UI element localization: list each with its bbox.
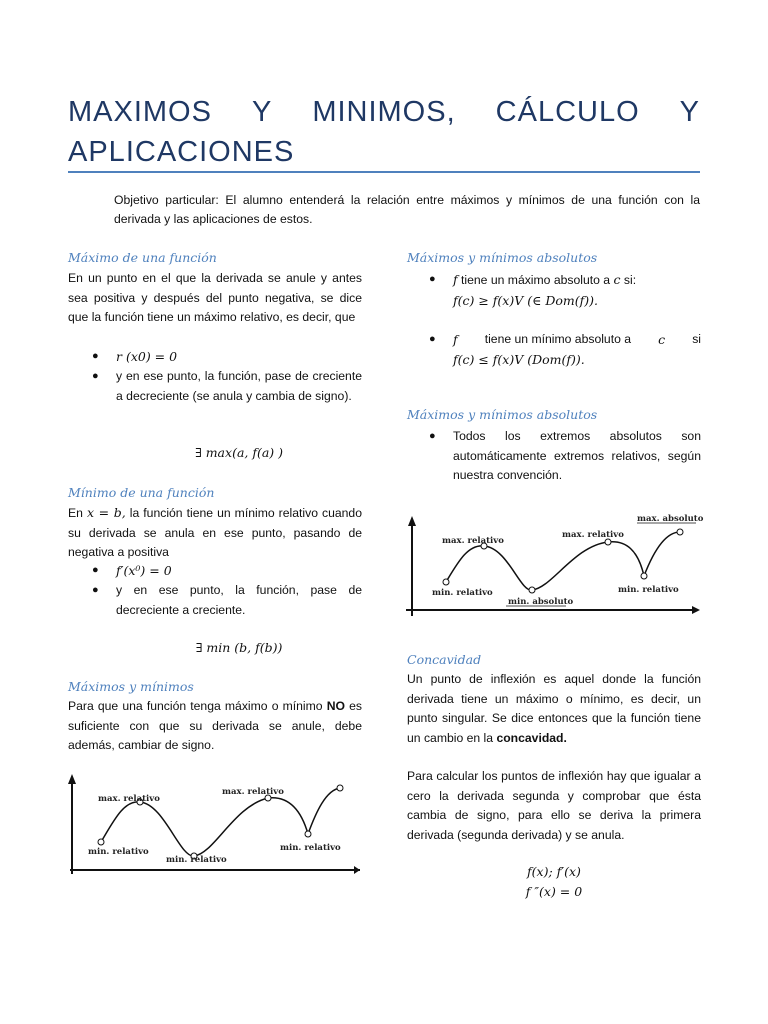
abs-bullet-1-c: c — [613, 272, 621, 287]
label-min-relativo: min. relativo — [280, 843, 341, 853]
abs-heading-2: Máximos y mínimos absolutos — [407, 407, 598, 422]
extrema-figure-left — [64, 770, 364, 880]
min-text-pre: En — [68, 506, 83, 520]
x-axis-arrow — [354, 866, 360, 874]
max-text: En un punto en el que la derivada se anule y antes sea positiva y después del punto negativa, se dice que la función tiene un máximo relativo, es decir, que — [68, 271, 362, 324]
x-axis-arrow — [692, 606, 700, 614]
bullet-dot: ● — [429, 430, 436, 442]
title-word: Y — [251, 96, 273, 128]
abs-bullet-2-c: c — [658, 332, 666, 347]
label-max-relativo: max. relativo — [98, 794, 160, 804]
bullet-dot: ● — [92, 584, 99, 596]
abs-bullet-2-si: si — [692, 332, 701, 346]
y-axis-arrow — [68, 774, 76, 784]
max-heading: Máximo de una función — [68, 250, 217, 265]
abs-bullet-2-math: f(c) ≤ f(x)V (Dom(f)). — [453, 351, 585, 367]
label-max-relativo: max. relativo — [222, 787, 284, 797]
mm-text-1: Para que una función tenga máximo o mínimo — [68, 699, 323, 713]
max-absolute-point — [677, 529, 683, 535]
max-bullet-1 — [92, 347, 362, 368]
title-word: MINIMOS, — [312, 96, 456, 128]
objective-text: Objetivo particular: El alumno entenderá la relación entre máximos y mínimos de una función con la derivada y las aplicaciones de estos. — [114, 193, 700, 226]
title-rule — [68, 171, 700, 173]
max-bullet-2-text: y en ese punto, la función, pase de creciente a decreciente (se anula y cambia de signo). — [116, 369, 362, 403]
abs-bullet-1-f: f — [453, 272, 458, 287]
min-text — [68, 503, 362, 563]
abs-bullet-2-text: tiene un mínimo absoluto a — [484, 332, 632, 346]
min-text-post: la función tiene un mínimo relativo cuando su derivada se anula en ese punto, pasando de negativa a positiva — [68, 506, 362, 559]
min-bullet-1 — [92, 561, 362, 582]
title-word: CÁLCULO — [495, 96, 640, 128]
extrema-figure-right — [404, 510, 704, 620]
abs-bullet-3 — [429, 427, 701, 486]
abs-bullet-1-si: si: — [623, 273, 637, 287]
abs-bullet-2-line — [453, 330, 701, 350]
label-max-absoluto: max. absoluto — [637, 514, 704, 524]
concavidad-text-2: Para calcular los puntos de inflexión hay que igualar a cero la derivada segunda y comprobar que ésta cambia de signo, para ello se deriva la primera derivada (segunda derivada) y se anula. — [407, 769, 701, 842]
min-point — [98, 839, 104, 845]
title-line-1 — [68, 92, 700, 132]
concavidad-heading: Concavidad — [407, 652, 482, 667]
label-min-absoluto: min. absoluto — [508, 597, 574, 607]
label-min-relativo: min. relativo — [618, 585, 679, 595]
title-word: Y — [679, 96, 700, 128]
abs-heading-1: Máximos y mínimos absolutos — [407, 250, 598, 265]
abs-bullet-1 — [429, 270, 701, 311]
min-text-math: x = b, — [86, 505, 126, 520]
equation-1: f(x); f′(x) — [527, 864, 581, 879]
label-min-relativo: min. relativo — [88, 847, 149, 857]
mm-text-2: es suficiente con que su derivada se anule, debe además, cambiar de signo. — [68, 699, 362, 752]
min-bullet-2 — [92, 581, 362, 620]
title-word: MAXIMOS — [68, 96, 212, 128]
min-bullet-2-text: y en ese punto, la función, pase de decreciente a creciente. — [116, 583, 362, 617]
min-absolute-point — [529, 587, 535, 593]
bullet-dot: ● — [92, 350, 99, 362]
abs-bullet-3-text: Todos los extremos absolutos son automáticamente extremos relativos, según nuestra convención. — [453, 429, 701, 482]
label-max-relativo: max. relativo — [442, 536, 504, 546]
max-bullet-1-math: r (x0) = 0 — [116, 349, 178, 364]
label-min-relativo: min. relativo — [166, 855, 227, 865]
label-max-relativo: max. relativo — [562, 530, 624, 540]
bullet-dot: ● — [92, 564, 99, 576]
title-line-2: APLICACIONES — [68, 136, 295, 168]
bullet-dot: ● — [429, 333, 436, 345]
min-formula: ∃ min (b, f(b)) — [195, 640, 283, 655]
mm-text-bold: NO — [326, 699, 345, 713]
min-bullet-1-math: f′(x⁰) = 0 — [116, 563, 172, 578]
concavidad-text-1 — [407, 670, 701, 748]
label-min-relativo: min. relativo — [432, 588, 493, 598]
concavidad-text-1-bold: concavidad. — [496, 730, 567, 745]
min-point — [443, 579, 449, 585]
abs-bullet-1-text: tiene un máximo absoluto a — [461, 273, 611, 287]
abs-bullet-2 — [429, 330, 701, 370]
min-point — [305, 831, 311, 837]
concavidad-text-1a: Un punto de inflexión es aquel donde la función derivada tiene un máximo o mínimo, es decir, un punto singular. Se dice entonces que la función tiene un cambio en la — [407, 672, 701, 745]
equation-2: f ″(x) = 0 — [525, 884, 583, 899]
bullet-dot: ● — [429, 273, 436, 285]
endpoint — [337, 785, 343, 791]
min-point — [641, 573, 647, 579]
y-axis-arrow — [408, 516, 416, 526]
page-title — [68, 92, 700, 172]
max-bullet-2 — [92, 367, 362, 406]
max-formula: ∃ max(a, f(a) ) — [194, 445, 284, 460]
abs-bullet-1-math: f(c) ≥ f(x)V (∈ Dom(f)). — [453, 292, 598, 308]
abs-bullet-2-f: f — [453, 332, 458, 347]
mm-heading: Máximos y mínimos — [68, 679, 194, 694]
min-heading: Mínimo de una función — [68, 485, 215, 500]
bullet-dot: ● — [92, 370, 99, 382]
mm-text — [68, 697, 362, 756]
